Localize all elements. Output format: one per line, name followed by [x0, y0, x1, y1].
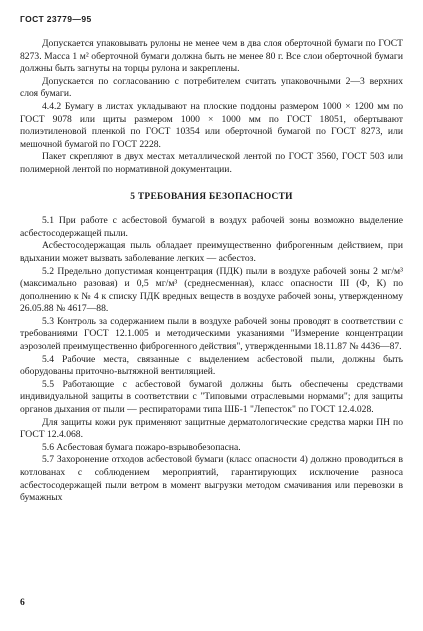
paragraph: 5.4 Рабочие места, связанные с выделением асбестовой пыли, должны быть оборудованы приточно-вытяжной вентиляцией.	[20, 353, 403, 378]
document-header-code: ГОСТ 23779—95	[20, 14, 92, 24]
paragraph: 4.4.2 Бумагу в листах укладывают на плоские поддоны размером 1000 × 1200 мм по ГОСТ 9078 или щиты размером 1000 × 1000 мм по ГОСТ 18051, обертывают полиэтиленовой пленкой по ГОСТ 10354 или оберточной бумагой по ГОСТ 8273, или мешочной бумагой по ГОСТ 2228.	[20, 100, 403, 150]
paragraph: 5.6 Асбестовая бумага пожаро-взрывобезопасна.	[42, 441, 241, 453]
paragraph: 5.5 Работающие с асбестовой бумагой должны быть обеспечены средствами индивидуальной защиты в соответствии с "Типовыми отраслевыми нормами"; для защиты органов дыхания от пыли — респираторами типа ШБ-1 "Лепесток" по ГОСТ 12.4.028.	[20, 378, 403, 416]
paragraph: Пакет скрепляют в двух местах металлической лентой по ГОСТ 3560, ГОСТ 503 или полимерной лентой по нормативной документации.	[20, 151, 403, 175]
document-body	[20, 38, 403, 505]
paragraph: Асбестосодержащая пыль обладает преимущественно фиброгенным действием, при вдыхании может вызвать заболевание легких — асбестоз.	[20, 240, 403, 264]
paragraph: Допускается по согласованию с потребителем считать упаковочными 2—3 верхних слоя бумаги.	[20, 75, 403, 100]
paragraph: Допускается упаковывать рулоны не менее чем в два слоя оберточной бумаги по ГОСТ 8273. Масса 1 м² оберточной бумаги должна быть не менее 80 г. Все слои оберточной бумаги должны быть загнуты на торцы рулона и закреплены.	[20, 38, 403, 75]
paragraph: 5.2 Предельно допустимая концентрация (ПДК) пыли в воздухе рабочей зоны 2 мг/м³ (максимально разовая) и 0,5 мг/м³ (среднесменная), класс опасности III (Ф, К) по дополнению к № 4 к списку ПДК вредных веществ в воздухе рабочей зоны, утвержденному 26.05.88 № 4617—88.	[20, 265, 403, 315]
section-title: 5 ТРЕБОВАНИЯ БЕЗОПАСНОСТИ	[130, 191, 293, 202]
paragraph: 5.1 При работе с асбестовой бумагой в воздух рабочей зоны возможно выделение асбестосодержащей пыли.	[20, 215, 403, 239]
paragraph: 5.3 Контроль за содержанием пыли в воздухе рабочей зоны проводят в соответствии с требованиями ГОСТ 12.1.005 и методическими указаниями "Измерение концентрации аэрозолей преимущественно фиброгенного действия", утвержденными 18.11.87 № 4436—87.	[20, 315, 403, 353]
paragraph: 5.7 Захоронение отходов асбестовой бумаги (класс опасности 4) должно проводиться в котлованах с соблюдением мероприятий, гарантирующих исключение разноса асбестосодержащей пыли ветром в момент выгрузки методом смачивания или перевозки в бумажных	[20, 454, 403, 504]
page-number: 6	[20, 597, 25, 608]
paragraph: Для защиты кожи рук применяют защитные дерматологические средства марки ПН по ГОСТ 12.4.068.	[20, 416, 403, 441]
